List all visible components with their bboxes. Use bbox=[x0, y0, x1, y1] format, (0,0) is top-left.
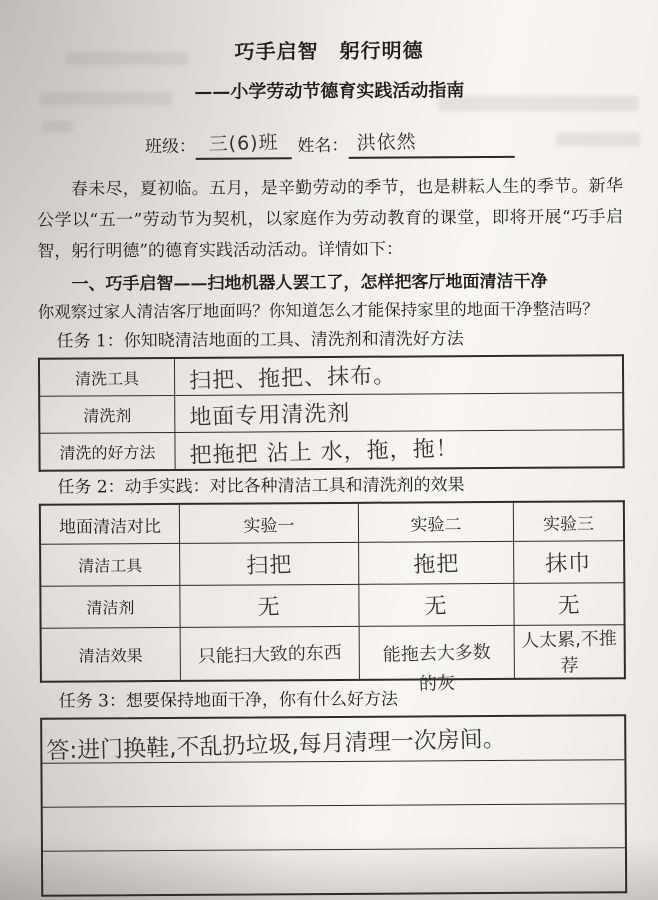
row-value-cell bbox=[175, 393, 624, 433]
row-label: 清洁工具 bbox=[40, 543, 180, 586]
task3-answer-box bbox=[40, 714, 627, 897]
handwritten-answer: 拖把 bbox=[412, 551, 460, 578]
answer-line bbox=[42, 716, 624, 764]
class-field bbox=[196, 130, 292, 160]
page-title: 巧手启智 躬行明德 bbox=[234, 38, 424, 64]
handwritten-answer: 把拖把 沾上 水，拖，拖！ bbox=[189, 435, 459, 469]
row-value-cell bbox=[514, 541, 625, 584]
row-value-cell bbox=[514, 583, 625, 626]
task1-heading: 任务 1：你知晓清洁地面的工具、清洗剂和清洗好方法 bbox=[56, 329, 464, 352]
name-field bbox=[348, 129, 514, 159]
section1-question: 你观察过家人清洁客厅地面吗？你知道怎么才能保持家里的地面干净整洁吗？ bbox=[37, 299, 599, 322]
row-label: 清洗的好方法 bbox=[39, 432, 175, 470]
handwritten-answer: 扫把 bbox=[245, 552, 293, 579]
table-row bbox=[40, 541, 624, 587]
table-row bbox=[39, 430, 623, 471]
row-value-cell bbox=[180, 626, 359, 681]
row-value-cell bbox=[174, 355, 623, 395]
name-label: 姓名： bbox=[297, 135, 349, 157]
answer-line-blank bbox=[43, 848, 625, 895]
row-value-cell bbox=[359, 583, 514, 626]
task1-table bbox=[38, 354, 625, 472]
row-value-cell bbox=[359, 541, 514, 584]
handwritten-answer: 地面专用清洗剂 bbox=[189, 400, 351, 431]
row-label: 清洁效果 bbox=[41, 627, 181, 681]
table-row bbox=[40, 583, 624, 629]
class-name-line bbox=[37, 128, 623, 161]
row-label: 清洗剂 bbox=[39, 395, 175, 433]
column-header: 地面清洁对比 bbox=[40, 504, 180, 544]
column-header: 实验二 bbox=[358, 502, 513, 542]
row-label: 清洁剂 bbox=[40, 585, 180, 628]
column-header: 实验三 bbox=[513, 501, 624, 541]
class-label: 班级： bbox=[144, 136, 197, 158]
column-header: 实验一 bbox=[179, 503, 358, 544]
name-handwritten-value: 洪依然 bbox=[356, 130, 417, 155]
row-value-cell bbox=[180, 584, 359, 627]
handwritten-answer: 能拖去大多数 bbox=[382, 641, 492, 666]
table-row bbox=[39, 393, 623, 434]
handwritten-overflow-text: 的灰 bbox=[418, 672, 456, 696]
handwritten-answer: 答:进门换鞋,不乱扔垃圾,每月清理一次房间。 bbox=[46, 726, 507, 765]
answer-line-blank bbox=[42, 760, 624, 808]
intro-paragraph: 春未尽，夏初临。五月，是辛勤劳动的季节，也是耕耘人生的季节。新华公学以“五一”劳动节为契机，以家庭作为劳动教育的课堂，即将开展“巧手启智，躬行明德”的德育实践活动活动。详情如下： bbox=[37, 176, 624, 262]
handwritten-answer: 扫把、拖把、抹布。 bbox=[188, 362, 397, 394]
worksheet-content bbox=[36, 36, 627, 897]
task2-comparison-table bbox=[39, 500, 626, 696]
answer-line-blank bbox=[43, 804, 625, 852]
handwritten-answer: 只能扫大致的东西 bbox=[197, 642, 343, 668]
handwritten-answer: 抹巾 bbox=[545, 550, 593, 578]
row-value-cell bbox=[514, 625, 625, 679]
row-value-cell bbox=[175, 430, 624, 470]
handwritten-answer: 人太累,不推荐 bbox=[520, 628, 618, 677]
section1-heading: 一、巧手启智——扫地机器人罢工了，怎样把客厅地面清洁干净 bbox=[71, 271, 548, 295]
handwritten-answer: 无 bbox=[424, 594, 449, 620]
task2-heading: 任务 2：动手实践：对比各种清洁工具和清洗剂的效果 bbox=[57, 475, 465, 498]
handwritten-answer: 无 bbox=[257, 595, 282, 621]
task3-heading: 任务 3：想要保持地面干净，你有什么好方法 bbox=[58, 689, 399, 712]
row-label: 清洗工具 bbox=[39, 358, 175, 396]
page-subtitle: ——小学劳动节德育实践活动指南 bbox=[194, 80, 465, 103]
table-row bbox=[39, 355, 623, 396]
row-value-cell bbox=[180, 542, 359, 585]
table-header-row bbox=[40, 501, 624, 544]
class-handwritten-value: 三(6)班 bbox=[208, 131, 280, 156]
row-value-cell bbox=[359, 625, 514, 696]
handwritten-answer: 无 bbox=[557, 593, 581, 619]
table-row bbox=[41, 625, 625, 682]
